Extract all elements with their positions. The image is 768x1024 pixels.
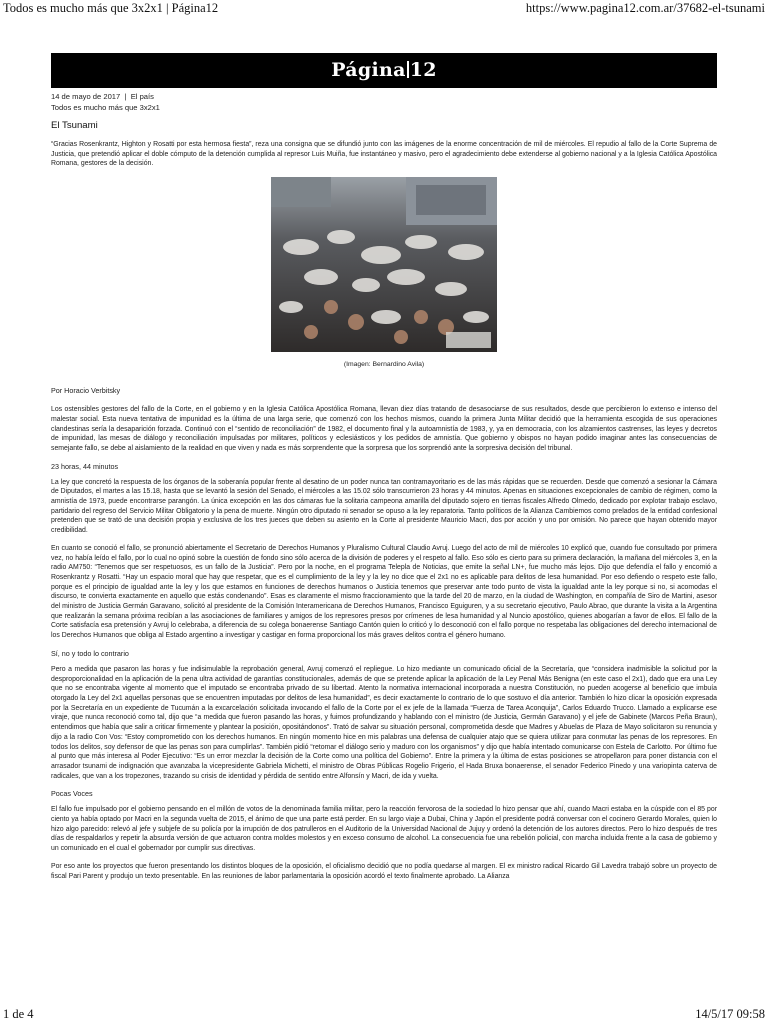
paragraph: Los ostensibles gestores del fallo de la Corte, en el gobierno y en la Iglesia Católica Apostólica Romana, llevan diez días tratando de desasociarse de sus resultados, desde que percibieron lo extenso e intenso del malestar social. Esta nueva tentativa de impunidad es la última de una larga serie, que comenzó con los hechos mismos, cuando la primera Junta Militar decidió que la herramienta escogida de sus operaciones clandestinas sería la desaparición forzada. Continuó con el “sentido de reconciliación” de 1982, el documento final y la autoamnistía de 1983, y, ya en democracia, con los alzamientos castrenses, las leyes y decretos de impunidad, las mesas de diálogo y reconciliación impulsadas por militares, políticos y eclesiásticos y los pedidos de amnistía. Que gobierno y obispos no hayan podido imaginar antes las consecuencias de semejante fallo, se debe al aislamiento de la realidad en que viven y nada es más sorprendente que la sorpresa que los sorprendió ante la sorpresiva decisión del tribunal. <box>51 406 717 452</box>
print-footer <box>0 1006 768 1024</box>
logo-word: Página <box>331 59 406 81</box>
print-header-title: Todos es mucho más que 3x2x1 | Página12 <box>3 1 219 15</box>
photo-caption: (Imagen: Bernardino Avila) <box>343 361 425 369</box>
logo-bar <box>407 61 409 78</box>
article-photo-container <box>51 177 717 357</box>
page-count: 1 de 4 <box>3 1007 34 1021</box>
article-lead: “Gracias Rosenkrantz, Highton y Rosatti por esta hermosa fiesta”, reza una consigna que se difundió junto con las imágenes de la enorme concentración de mil de miércoles. El repudio al fallo de la Corte Suprema de Justicia, que pretendió aplicar el doble cómputo de la detención cumplida al represor Luis Muiña, fue instantáneo y masivo, pero el agradecimiento debe extenderse al gobierno nacional y a la Iglesia Católica Apostólica Romana, gestores de la decisión. <box>51 141 717 168</box>
masthead <box>51 53 717 88</box>
print-header-url: https://www.pagina12.com.ar/37682-el-tsunami <box>525 1 765 15</box>
article-page <box>51 53 717 889</box>
print-header <box>0 0 768 18</box>
headline-line: Todos es mucho más que 3x2x1 <box>51 103 160 112</box>
pagina12-logo[interactable] <box>51 59 717 81</box>
subhead: Sí, no y todo lo contrario <box>51 648 129 658</box>
paragraph: El fallo fue impulsado por el gobierno pensando en el millón de votos de la denominada familia militar, pero la reacción fervorosa de la sociedad lo hizo pensar que ahí, cuando Macri estaba en la cúspide con el 85 por ciento ya había optado por Macri en la segunda vuelta de 2015, el ánimo de que una parte está perder. En su largo viaje a Dubai, China y Japón el presidente podrá conversar con el cocinero Gerardo Morales, quien lo hizo algo parecido: relevó al jefe y subjefe de su policía por la irrupción de dos patrulleros en el Auditorio de la Universidad Nacional de Jujuy y ordenó la detención de los autores directos. Pero lo hizo después de tres días de respaldarlos y repetir la absurda versión de que actuaron contra moldes molestos y en exceso consumo de alcohol. La consecuencia fue una rebelión policial, con marcha incluida frente a la casa de gobierno y un comunicado en el cual el gobernador por cumplir sus directivas. <box>51 806 717 853</box>
article-date: 14 de mayo de 2017 <box>51 92 121 101</box>
paragraph: Por eso ante los proyectos que fueron presentando los distintos bloques de la oposición, el oficialismo decidió que no podía quedarse al margen. El ex ministro radical Ricardo Gil Lavedra trabajó sobre un proyecto de fiscal Pari Parent y produjo un texto presentable. En las reuniones de labor parlamentaria la oposición acordó el texto finalmente aprobado. La Alianza <box>51 862 717 880</box>
paragraph: En cuanto se conoció el fallo, se pronunció abiertamente el Secretario de Derechos Humanos y Pluralismo Cultural Claudio Avruj. Luego del acto de mil de miércoles 10 explicó que, cuando fue consultado por primera vez, no había leído el fallo, por lo cual no opinó sobre la cuestión de fondo sino sólo acerca de la división de poderes y el respeto al fallo. Eso sólo es cierto para su primera declaración, la mañana del miércoles 3, en la radio AM750: “Tenemos que ser respetuosos, es un fallo de la Justicia”. Pero por la noche, en el programa Telepla de Noticias, que emite la señal LN+, fue mucho más lejos. Dijo que defendía el fallo y encomió a Rosenkrantz y Rosatti. “Hay un espacio moral que hay que respetar, que es el cumplimiento de la ley y la ley no dice que el 2x1 no es aplicable para delitos de lesa humanidad. Por eso defiendo o respeto este fallo, porque es el principio de igualdad ante la ley y los que estamos en funciones de derechos humanos o Justicia tenemos que preservar ante todo punto de vista la igualdad ante la ley porque si no, si acomodas el discurso, te convierta exactamente en aquello que estás condenando”. Esas es claramente el mismo fraccionamiento que la tarde del 20 de marzo, en la ciudad de Washington, en compañía de Siro de Martini, asesor del ministro de Justicia Germán Garavano, solicitó al presidente de la Comisión Interamericana de Derechos Humanos, Francisco Eguiguren, y a su secretario ejecutivo, Paulo Abrao, que durante la visita a la Argentina que realizarán la semana próxima recibían a las asociaciones de familiares y amigos de los represores presos por crímenes de lesa humanidad y al Nuncio apostólico, quienes abogarían a favor de ellos. El fallo de la Corte satisfacía esa pretensión y Avruj lo celebraba, a diferencia de su colega bonaerense Santiago Cantón quien lo criticó y lo desconoció con el fallo porque no respetaba las obligaciones del derecho internacional de los Derechos Humanos que obliga al Estado argentino a investigar y castigar en forma proporcional los más graves delitos contra el género humano. <box>51 544 717 640</box>
crowd-photo <box>271 177 497 352</box>
print-timestamp: 14/5/17 09:58 <box>695 1007 765 1021</box>
subhead: 23 horas, 44 minutos <box>51 461 119 471</box>
paragraph: Pero a medida que pasaron las horas y fue indisimulable la reprobación general, Avruj comenzó el repliegue. Lo hizo mediante un comunicado oficial de la Secretaría, que “considera inadmisible la solicitud por la desproporcionalidad en la aplicación de la pena ultra actividad de garantías constitucionales, además de que se pretende aplicar la aplicación de la Ley Penal Más Benigna (en este caso el 2x1), dado que era una Ley que no se encontraba vigente al momento que el imputado se encontraba privado de su libertad. Atento la normativa internacional incorporada a nuestra Constitución, no pueden acogerse al beneficio que imbuía otorgado la Ley del 2x1 aquellas personas que se encuentren imputadas por delitos de lesa humanidad”, es decir exactamente lo contrario de lo que sostuvo el día anterior. También lo hizo clicar la oposición expresada por la Secretaría en un expediente de Tucumán a la excarcelación solicitada invocando el fallo de la Corte por el ex jefe de la llamada “Fuerza de Tarea Aconquija”, Carlos Eduardo Trucco. Llamado a explicarse ese viraje, que nunca reconoció como tal, dijo que “a medida que fueron pasando las horas, y fuimos profundizando y hablando con el ministro (de Justicia, Germán Garavano) y el jefe de Gabinete (Marcos Peña Braun), entendimos que había que salir a criticar firmemente y plantear la posición, opositándonos”. Trató de salvar su situación personal, comprometida desde que Madres y Abuelas de Plaza de Mayo solicitaron su renuncia y dijo a la radio Con Vos: “Estoy comprometido con los derechos humanos. En ningún momento hice en mis palabras una defensa de cualquier atajo que se quiera utilizar para conmutar las penas de los represores. En todos los delitos, soy defensor de que las penas son para cumplirlas”. También pidió “retomar el diálogo serio y maduro con los organismos” y dijo que había intentado comunicarse con Estela de Carlotto. Por último fue al punto que más interesa al Poder Ejecutivo: “Es un error mezclar la decisión de la Corte como una política del Gobierno”. Entre la primera y la última de estas posiciones se atropellaron para poner distancia con el arrasador tsunami de indignación que avanzaba la vicepresidente Gabriela Michetti, el ministro de Obras Públicas Rogelio Frigerio, el Hada Bruxa bonaerense, el senador Federico Pinedo y una variopinta caterva de radicales, que van a los tropezones, trazando su crisis de identidad y pérdida de sentido entre Alfonsín y Macri, de ida y vuelta. <box>51 665 717 780</box>
subhead: Pocas Voces <box>51 789 93 799</box>
byline: Por Horacio Verbitsky <box>51 386 121 396</box>
logo-number: 12 <box>409 59 437 81</box>
article-title: El Tsunami <box>51 120 98 131</box>
paragraph: La ley que concretó la respuesta de los órganos de la soberanía popular frente al desatino de un poder nunca tan contramayoritario es de las más rápidas que se recuerden. Desde que comenzó a sesionar la Cámara de Diputados, el martes a las 15.18, hasta que se levantó la sesión del Senado, el miércoles a las 15.02 sólo transcurrieron 23 horas y 44 minutos. Apenas en situaciones excepcionales de cambio de régimen, como la amnistía de 1973, puede encontrarse parangón. La única excepción en las dos cámaras fue la solitaria campeona amarilla del diputado sojero en tierras fiscales Alfredo Olmedo, dedicado por explotar trabajo esclavo, partidario del regreso del Servicio Militar Obligatorio y la pena de muerte. Ningún otro diputado ni senador se opuso a la ley reparatoria. Tanto políticos de la Alianza Cambiemos como prelados de la entidad confesional pretenden que se trató de una decisión propia y exclusiva de los tres jueces que deben su asiento en la Corte al presidente Mauricio Macri, dos por acción y uno por omisión. No parece que hayan obtenido mayor credibilidad. <box>51 478 717 535</box>
article-meta <box>51 92 717 112</box>
meta-divider: | <box>124 92 127 101</box>
section-link[interactable]: El país <box>130 92 154 101</box>
